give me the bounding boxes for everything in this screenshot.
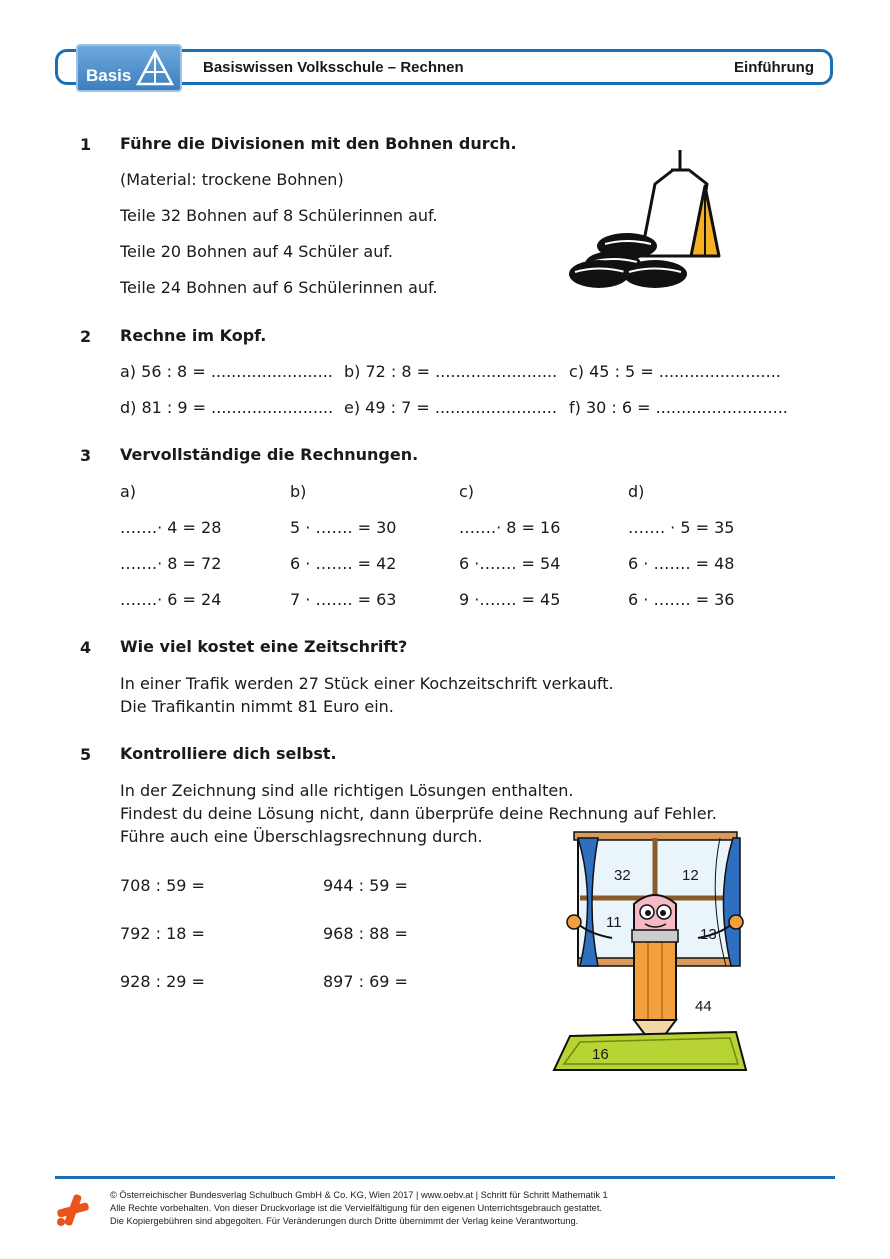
task-5-exercise: 944 : 59 = <box>323 876 408 895</box>
task-3-column-label: a) <box>120 482 137 501</box>
task-3-row: …….· 6 = 24 <box>120 590 222 609</box>
task-3-title: Vervollständige die Rechnungen. <box>120 445 419 464</box>
publisher-logo-icon <box>55 1192 91 1228</box>
task-3-row: …….· 8 = 16 <box>459 518 561 537</box>
footer-rights: Alle Rechte vorbehalten. Von dieser Druckvorlage ist die Vervielfältigung für den eigenen Unterrichtsgebrauch gestattet. <box>110 1203 602 1213</box>
task-5-number: 5 <box>80 745 92 764</box>
task-4-line: Die Trafikantin nimmt 81 Euro ein. <box>120 697 394 716</box>
logo-text: Basis <box>86 66 132 85</box>
task-3-row: 6 · ……. = 36 <box>628 590 735 609</box>
task-4-line: In einer Trafik werden 27 Stück einer Kochzeitschrift verkauft. <box>120 674 614 693</box>
task-5-title: Kontrolliere dich selbst. <box>120 744 337 763</box>
footer-line <box>55 1176 835 1179</box>
footer-text <box>110 1189 608 1228</box>
task-4-number: 4 <box>80 638 92 657</box>
task-1-line: Teile 32 Bohnen auf 8 Schülerinnen auf. <box>120 206 438 225</box>
task-2-title: Rechne im Kopf. <box>120 326 267 345</box>
task-3-column-label: b) <box>290 482 307 501</box>
task-5-exercise: 897 : 69 = <box>323 972 408 991</box>
task-2-item: e) 49 : 7 = ........................ <box>344 398 557 417</box>
footer-copyright: © Österreichischer Bundesverlag Schulbuch GmbH & Co. KG, Wien 2017 | www.oebv.at | Schritt für Schritt Mathematik 1 <box>110 1190 608 1200</box>
task-3-row: 5 · ……. = 30 <box>290 518 397 537</box>
task-3-row: 9 ·……. = 45 <box>459 590 561 609</box>
footer-disclaimer: Die Kopiergebühren sind abgegolten. Für Veränderungen durch Dritte übernimmt der Verlag keine Verantwortung. <box>110 1216 579 1226</box>
task-1-line: Teile 24 Bohnen auf 6 Schülerinnen auf. <box>120 278 438 297</box>
triangle-logo-icon <box>136 50 174 86</box>
task-5-exercise: 968 : 88 = <box>323 924 408 943</box>
task-1-line: Teile 20 Bohnen auf 4 Schüler auf. <box>120 242 393 261</box>
solution-number: 13 <box>700 926 717 943</box>
solution-number: 16 <box>592 1046 609 1063</box>
task-4-title: Wie viel kostet eine Zeitschrift? <box>120 637 408 656</box>
task-3-column-label: d) <box>628 482 645 501</box>
task-3-row: 6 ·……. = 54 <box>459 554 561 573</box>
task-5-exercise: 708 : 59 = <box>120 876 205 895</box>
task-1-number: 1 <box>80 135 92 154</box>
task-3-row: 6 · ……. = 48 <box>628 554 735 573</box>
task-3-row: …….· 4 = 28 <box>120 518 222 537</box>
task-3-row: …….· 8 = 72 <box>120 554 222 573</box>
task-3-row: 6 · ……. = 42 <box>290 554 397 573</box>
task-2-number: 2 <box>80 327 92 346</box>
task-5-exercise: 792 : 18 = <box>120 924 205 943</box>
pencil-window-illustration <box>550 826 760 1076</box>
task-5-exercise: 928 : 29 = <box>120 972 205 991</box>
task-1-line: (Material: trockene Bohnen) <box>120 170 344 189</box>
solution-number: 12 <box>682 867 699 884</box>
solution-number: 44 <box>695 998 712 1015</box>
task-2-item: d) 81 : 9 = ........................ <box>120 398 334 417</box>
task-5-line: Führe auch eine Überschlagsrechnung durch. <box>120 827 483 846</box>
task-5-line: Findest du deine Lösung nicht, dann überprüfe deine Rechnung auf Fehler. <box>120 804 717 823</box>
solution-number: 11 <box>606 914 622 931</box>
task-3-column-label: c) <box>459 482 475 501</box>
basis-logo <box>76 44 182 92</box>
scale-with-beans-illustration <box>565 148 735 296</box>
task-4-text <box>120 672 614 718</box>
task-2-item: f) 30 : 6 = .......................... <box>569 398 788 417</box>
task-5-line: In der Zeichnung sind alle richtigen Lösungen enthalten. <box>120 781 574 800</box>
task-3-row: ……. · 5 = 35 <box>628 518 735 537</box>
solution-number: 32 <box>614 867 631 884</box>
task-2-item: b) 72 : 8 = ........................ <box>344 362 558 381</box>
task-3-row: 7 · ……. = 63 <box>290 590 397 609</box>
task-1-title: Führe die Divisionen mit den Bohnen durch. <box>120 134 517 153</box>
task-2-item: a) 56 : 8 = ........................ <box>120 362 333 381</box>
task-2-item: c) 45 : 5 = ........................ <box>569 362 781 381</box>
task-3-number: 3 <box>80 446 92 465</box>
header-section: Einführung <box>734 59 814 76</box>
header-title: Basiswissen Volksschule – Rechnen <box>203 59 464 76</box>
